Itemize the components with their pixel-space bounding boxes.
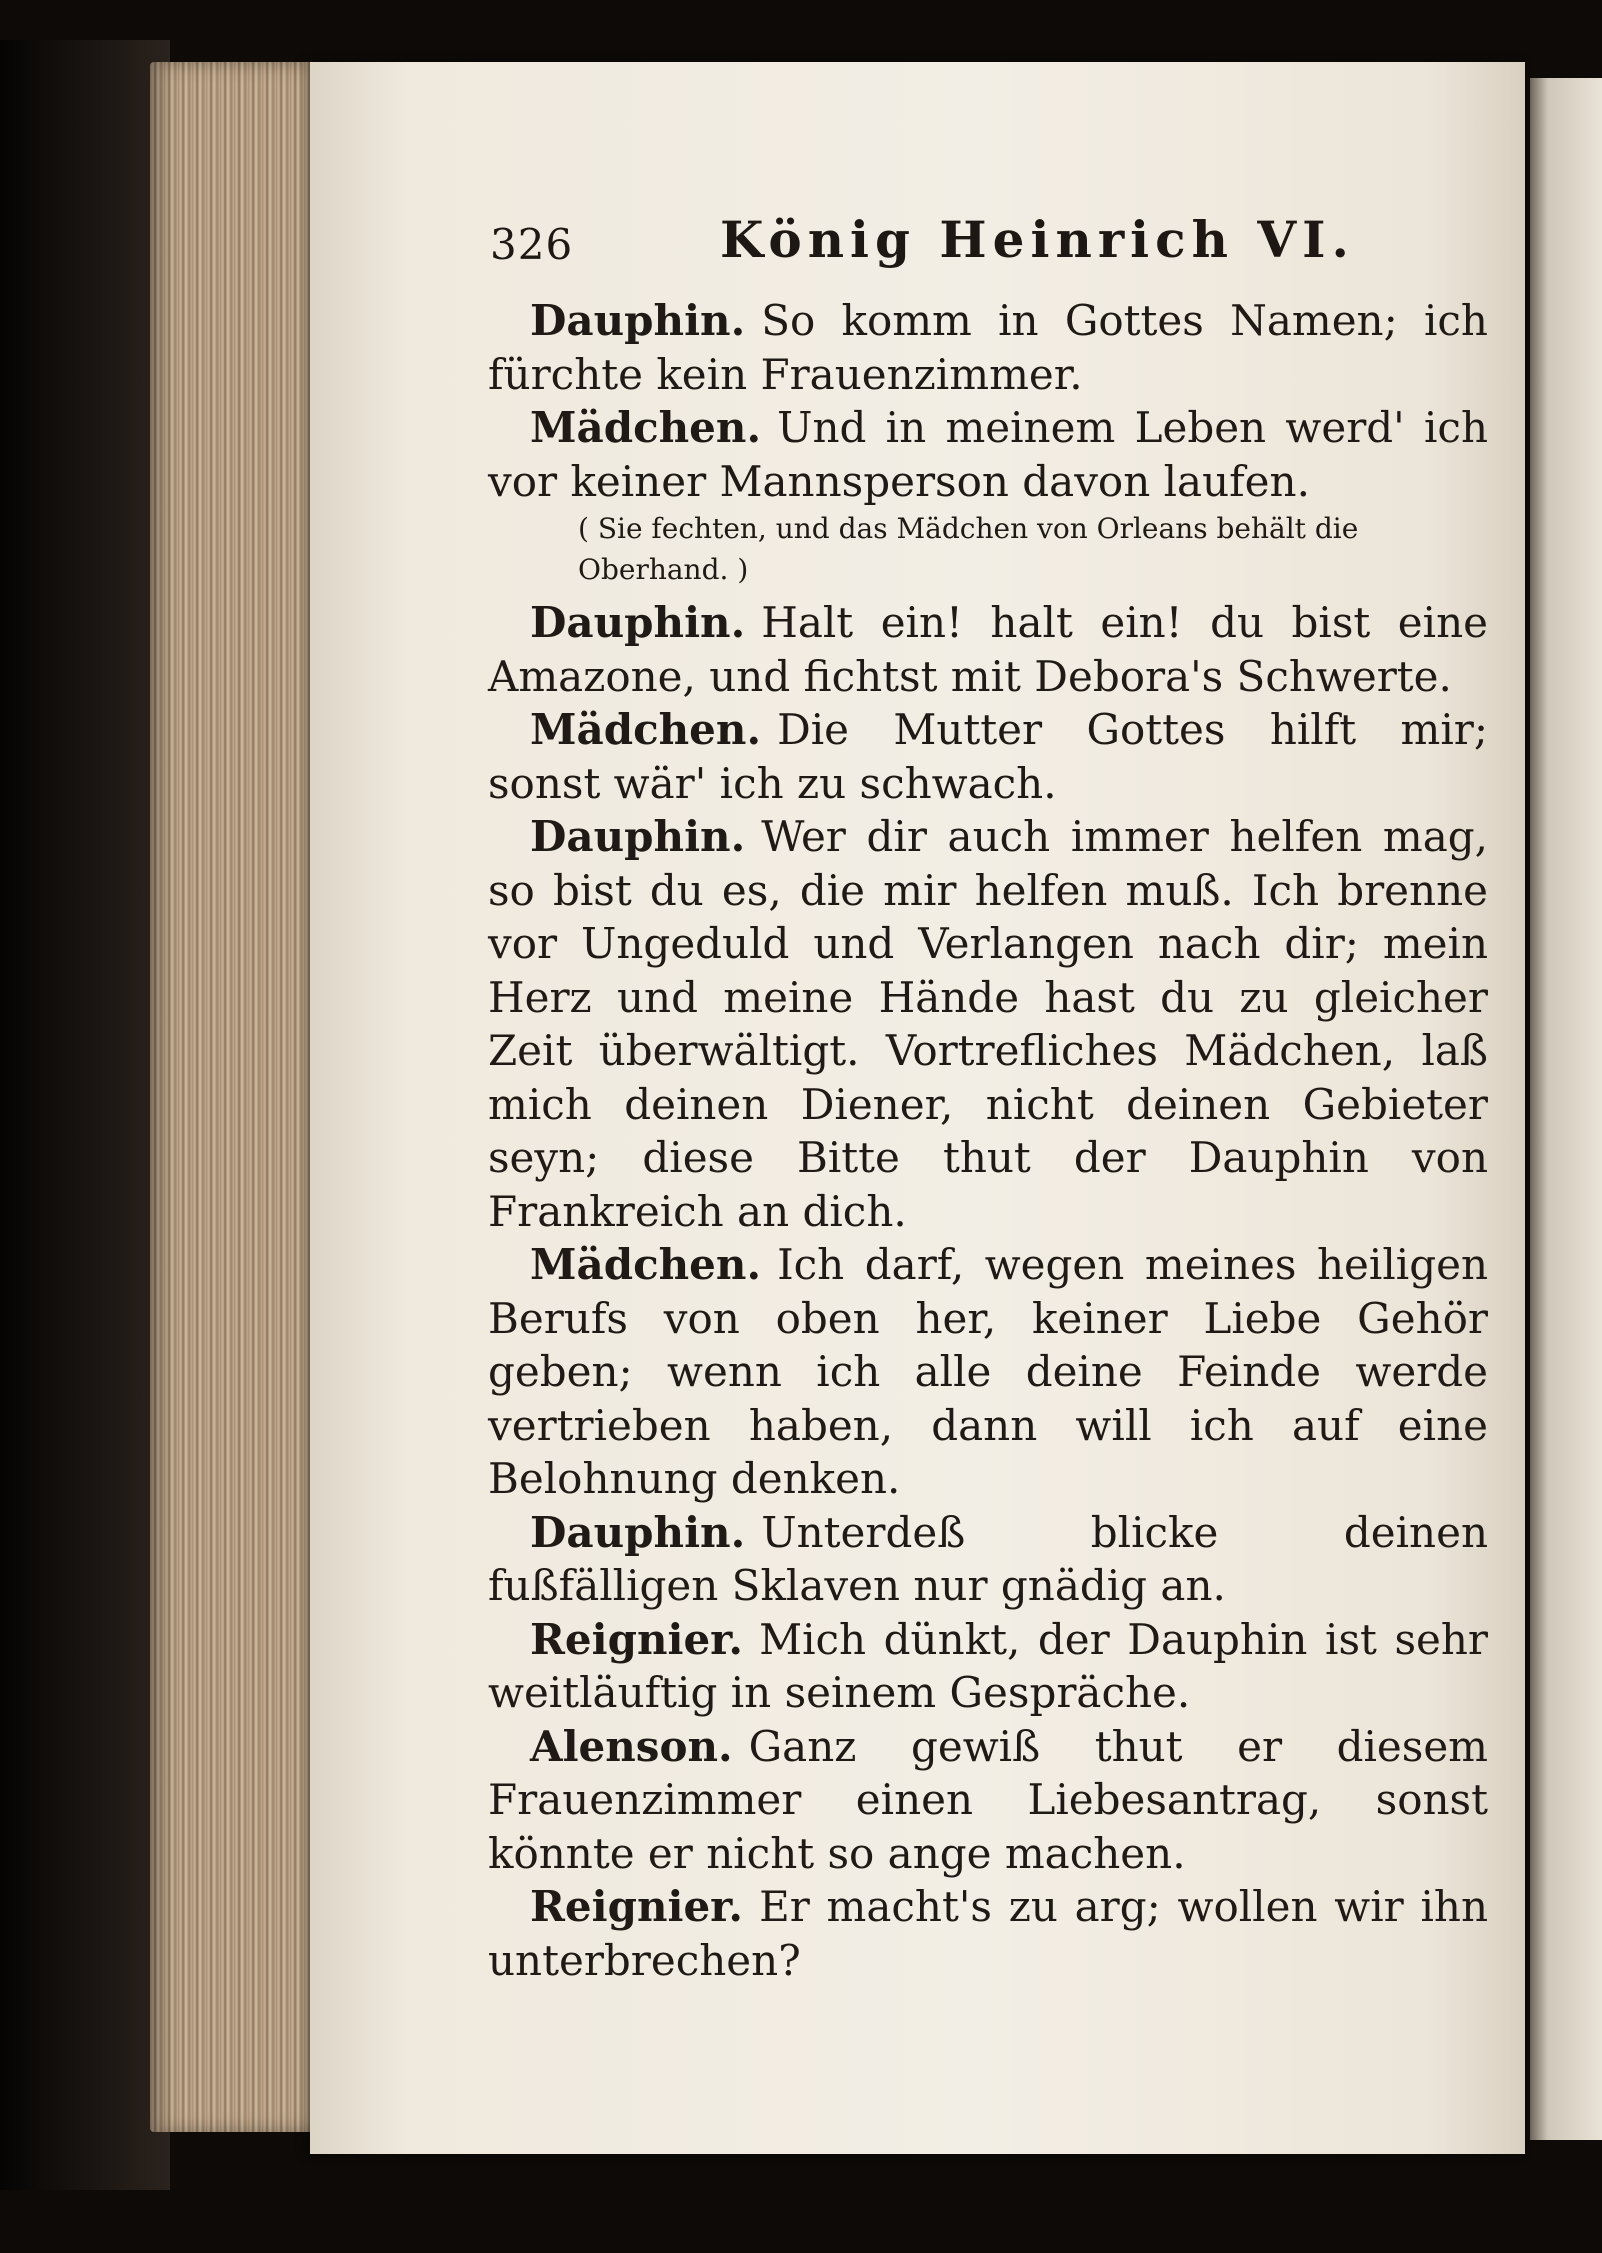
speaker-name: Dauphin. [530,1507,746,1557]
page-number: 326 [490,220,574,269]
speech [488,401,1488,508]
speaker-name: Reignier. [530,1614,744,1664]
speaker-name: Dauphin. [530,598,746,647]
speaker-name: Reignier. [530,1882,744,1931]
speech [488,810,1488,1238]
speaker-name: Dauphin. [530,812,746,861]
play-text [488,294,1488,1987]
book-spine [0,40,170,2190]
speech-text: Ich darf, wegen meines heiligen Berufs von oben her, keiner Liebe Gehör geben; wenn ich alle deine Feinde werde vertrieben haben, dann will ich auf eine Belohnung denken. [488,1240,1488,1503]
page-edges [150,62,315,2132]
speech [488,596,1488,703]
speech-text: Unterdeß blicke deinen fußfälligen Sklaven nur gnädig an. [488,1507,1488,1610]
speaker-name: Mädchen. [530,403,762,452]
running-title: König Heinrich VI. [720,210,1355,269]
speech [488,1880,1488,1987]
speech-text: So komm in Gottes Namen; ich fürchte kein Frauenzimmer. [488,296,1488,399]
facing-page-edge [1530,78,1602,2140]
speech [488,1720,1488,1881]
speech [488,294,1488,401]
speech-text: Ganz gewiß thut er diesem Frauenzimmer einen Liebesantrag, sonst könnte er nicht so ange machen. [488,1721,1488,1878]
speaker-name: Mädchen. [530,1240,762,1289]
speech [488,1613,1488,1720]
speaker-name: Alenson. [530,1721,733,1771]
page-header [490,190,1490,290]
stage-direction: ( Sie fechten, und das Mädchen von Orleans behält die Oberhand. ) [578,512,1359,586]
left-page [310,62,1525,2154]
speech-text: Wer dir auch immer helfen mag, so bist du es, die mir helfen muß. Ich brenne vor Ungeduld und Verlangen nach dir; mein Herz und meine Hände hast du zu gleicher Zeit überwältigt. Vortrefliches Mädchen, laß mich deinen Diener, nicht deinen Gebieter seyn; diese Bitte thut der Dauphin von Frankreich an dich. [488,812,1488,1236]
speaker-name: Dauphin. [530,296,746,345]
speech [488,1506,1488,1613]
speech-text: Er macht's zu arg; wollen wir ihn unterbrechen? [488,1882,1488,1985]
speaker-name: Mädchen. [530,705,762,754]
speech-text: Und in meinem Leben werd' ich vor keiner Mannsperson davon laufen. [488,403,1488,506]
speech-text: Mich dünkt, der Dauphin ist sehr weitläuftig in seinem Gespräche. [488,1614,1488,1717]
speech [488,703,1488,810]
speech-text: Die Mutter Gottes hilft mir; sonst wär' ich zu schwach. [488,705,1488,808]
speech [488,1238,1488,1506]
speech-text: Halt ein! halt ein! du bist eine Amazone, und fichtst mit Debora's Schwerte. [488,598,1488,701]
